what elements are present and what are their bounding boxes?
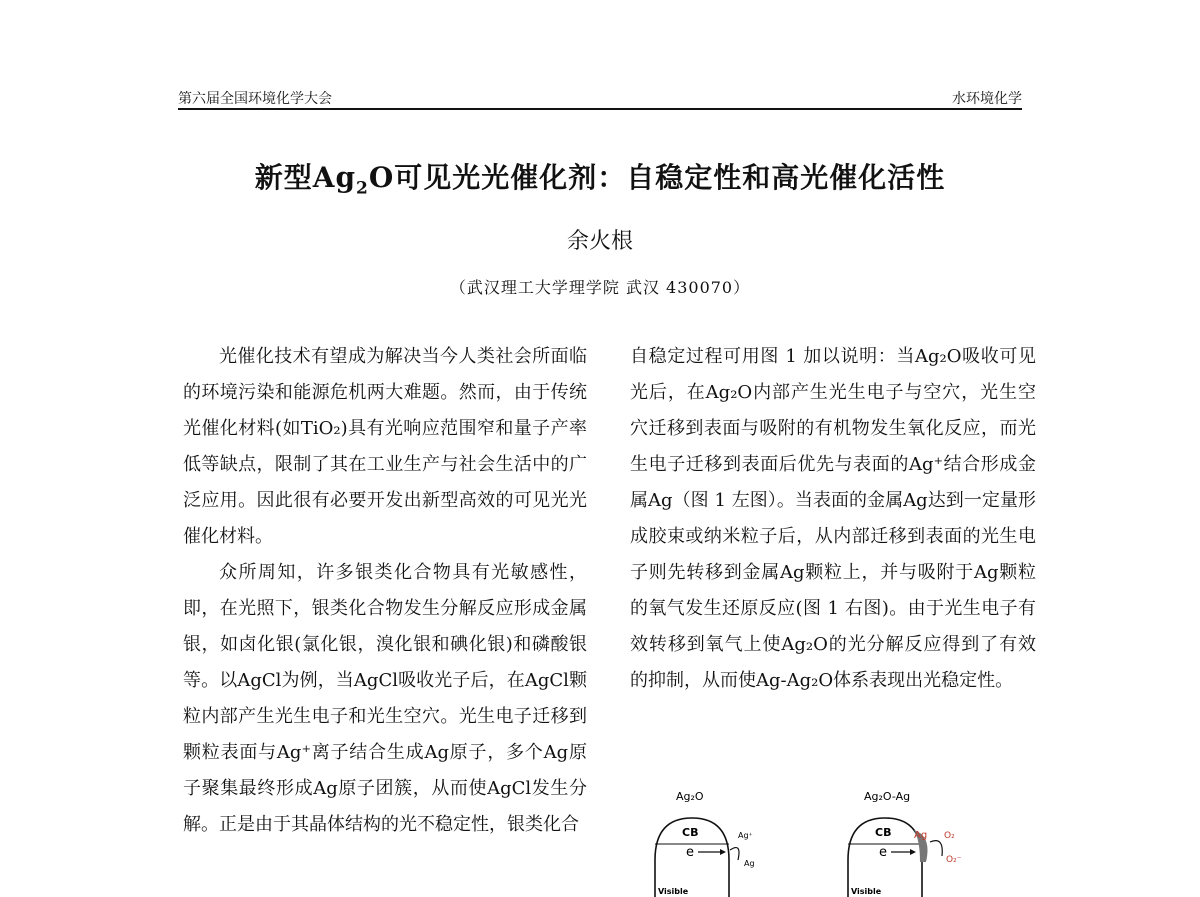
left-cb-label: CB xyxy=(682,826,699,839)
conference-name: 第六届全国环境化学大会 xyxy=(178,91,332,107)
left-visible-label: Visible xyxy=(658,887,689,896)
header-rule xyxy=(178,108,1022,110)
section-name: 水环境化学 xyxy=(952,91,1022,107)
title-part-2: O可见光光催化剂：自稳定性和高光催化活性 xyxy=(368,161,946,194)
left-reaction-arrow xyxy=(730,848,739,860)
o2-minus-label: O₂⁻ xyxy=(946,855,962,865)
ag-label: Ag xyxy=(914,830,928,841)
left-paragraph-1: 光催化技术有望成为解决当今人类社会所面临的环境污染和能源危机两大难题。然而，由于传统光催化材料(如TiO₂)具有光响应范围窄和量子产率低等缺点，限制了其在工业生产与社会生活中的广泛应用。因此很有必要开发出新型高效的可见光光催化材料。 xyxy=(183,346,587,547)
right-cb-label: CB xyxy=(875,826,892,839)
right-column xyxy=(630,339,1036,699)
right-reaction-arrow xyxy=(930,841,942,856)
left-ion-label: Ag⁺ xyxy=(738,831,753,840)
right-arrow-head xyxy=(910,849,916,855)
o2-label: O₂ xyxy=(944,831,955,841)
title-subscript: 2 xyxy=(356,178,369,199)
right-paragraph-1: 自稳定过程可用图 1 加以说明：当Ag₂O吸收可见光后，在Ag₂O内部产生光生电子与空穴，光生空穴迁移到表面与吸附的有机物发生氧化反应，而光生电子迁移到表面后优先与表面的Ag⁺结合形成金属Ag（图 1 左图）。当表面的金属Ag达到一定量形成胶束或纳米粒子后，从内部迁移到表面的光生电子则先转移到金属Ag颗粒上，并与吸附于Ag颗粒的氧气发生还原反应(图 1 右图)。由于光生电子有效转移到氧气上使Ag₂O的光分解反应得到了有效的抑制，从而使Ag-Ag₂O体系表现出光稳定性。 xyxy=(630,346,1036,691)
affiliation: （武汉理工大学理学院 武汉 430070） xyxy=(449,278,751,297)
left-column xyxy=(183,339,587,843)
title-part-1: 新型Ag xyxy=(254,161,357,194)
left-panel-title: Ag₂O xyxy=(676,790,704,803)
left-arrow-head xyxy=(720,849,726,855)
left-electron: e xyxy=(686,845,694,860)
figure-svg xyxy=(630,780,1036,897)
right-visible-label: Visible xyxy=(851,887,882,896)
right-panel-title: Ag₂O-Ag xyxy=(864,790,911,803)
figure-1 xyxy=(630,780,1036,897)
paper-title xyxy=(0,156,1200,199)
left-product-label: Ag xyxy=(744,859,755,868)
author-name: 余火根 xyxy=(566,229,633,254)
right-electron: e xyxy=(879,845,887,860)
running-header xyxy=(178,86,1022,108)
left-paragraph-2: 众所周知，许多银类化合物具有光敏感性，即，在光照下，银类化合物发生分解反应形成金属银，如卤化银(氯化银，溴化银和碘化银)和磷酸银等。以AgCl为例，当AgCl吸收光子后，在AgCl颗粒内部产生光生电子和光生空穴。光生电子迁移到颗粒表面与Ag⁺离子结合生成Ag原子，多个Ag原子聚集最终形成Ag原子团簇，从而使AgCl发生分解。正是由于其晶体结构的光不稳定性，银类化合 xyxy=(183,562,587,835)
